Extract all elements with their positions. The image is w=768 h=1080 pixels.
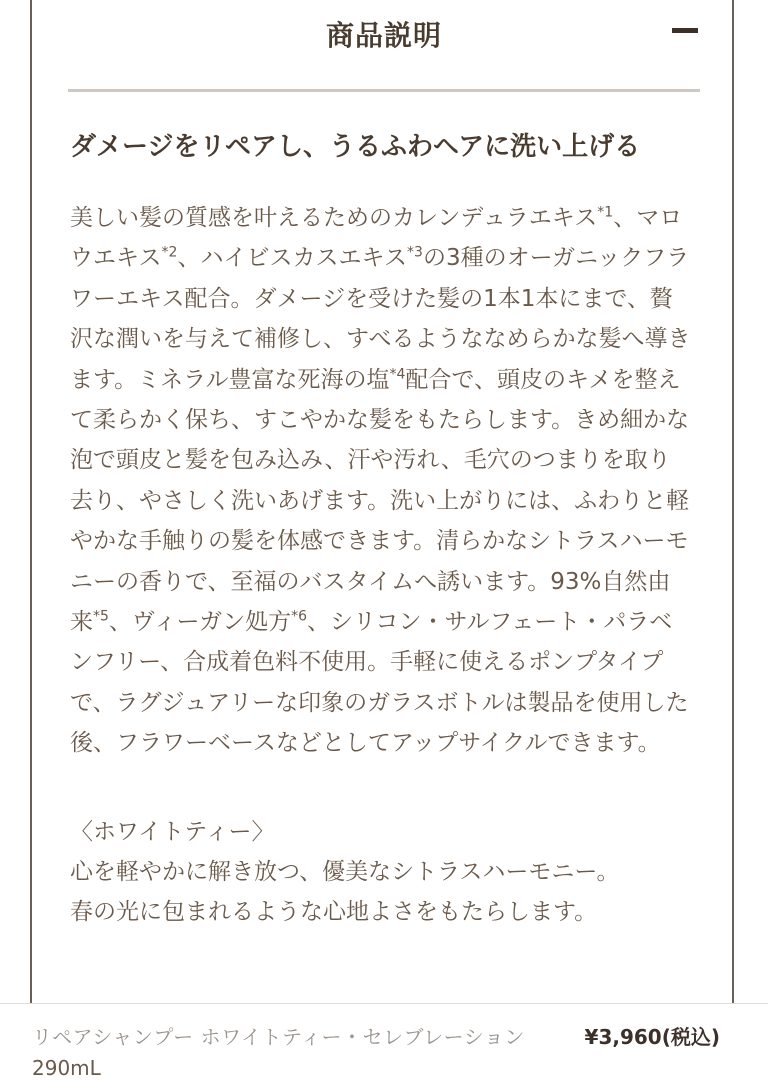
footnote-marker: *5 <box>93 608 109 625</box>
variant-text-2: 春の光に包まれるような心地よさをもたらします。 <box>70 898 598 925</box>
footnote-marker: *3 <box>407 244 423 261</box>
accordion-header[interactable] <box>68 0 700 92</box>
footnote-marker: *1 <box>597 204 614 221</box>
variant-section <box>70 812 692 932</box>
description-text: 、ハイビスカスエキス <box>177 245 408 272</box>
description-text: 、シリコン・サルフェート・パラベンフリー、合成着色料不使用。手軽に使えるポンプタイプで、ラグジュアリーな印象のガラスボトルは製品を使用した後、フラワーベースなどとしてアップサイクルできます。 <box>70 609 689 757</box>
description-section <box>70 124 692 932</box>
product-volume: 290mL <box>32 1056 101 1080</box>
minus-icon[interactable] <box>672 28 698 33</box>
description-text: 美しい髪の質感を叶えるためのカレンデュラエキス <box>70 205 598 231</box>
description-body <box>70 198 692 764</box>
variant-name: 〈ホワイトティー〉 <box>70 818 275 845</box>
footnote-marker: *4 <box>389 365 406 382</box>
footnote-marker: *6 <box>291 608 308 625</box>
product-name: リペアシャンプー ホワイトティー・セレブレーション <box>32 1025 525 1049</box>
variant-text: 心を軽やかに解き放つ、優美なシトラスハーモニー。 <box>70 858 620 885</box>
footnote-marker: *2 <box>161 244 178 261</box>
purchase-bar <box>0 1003 768 1080</box>
accordion-title: 商品説明 <box>325 19 442 52</box>
product-price: ¥3,960(税込) <box>584 1025 720 1049</box>
description-text: 配合で、頭皮のキメを整えて柔らかく保ち、すこやかな髪をもたらします。きめ細かな泡で頭皮と髪を包み込み、汗や汚れ、毛穴のつまりを取り去り、やさしく洗いあげます。洗い上がりには、ふわりと軽やかな手触りの髪を体感できます。清らかなシトラスハーモニーの香りで、至福のバスタイムへ誘います。93%自然由来 <box>70 366 690 636</box>
description-heading: ダメージをリペアし、うるふわヘアに洗い上げる <box>70 132 641 162</box>
description-text: 、マロウエキス <box>70 205 683 272</box>
description-text: の3種のオーガニックフラワーエキス配合。ダメージを受けた髪の1本1本にまで、贅沢な潤いを与えて補修し、すべるようななめらかな髪へ導きます。ミネラル豊富な死海の塩 <box>70 245 691 393</box>
description-text: 、ヴィーガン処方 <box>108 609 292 636</box>
